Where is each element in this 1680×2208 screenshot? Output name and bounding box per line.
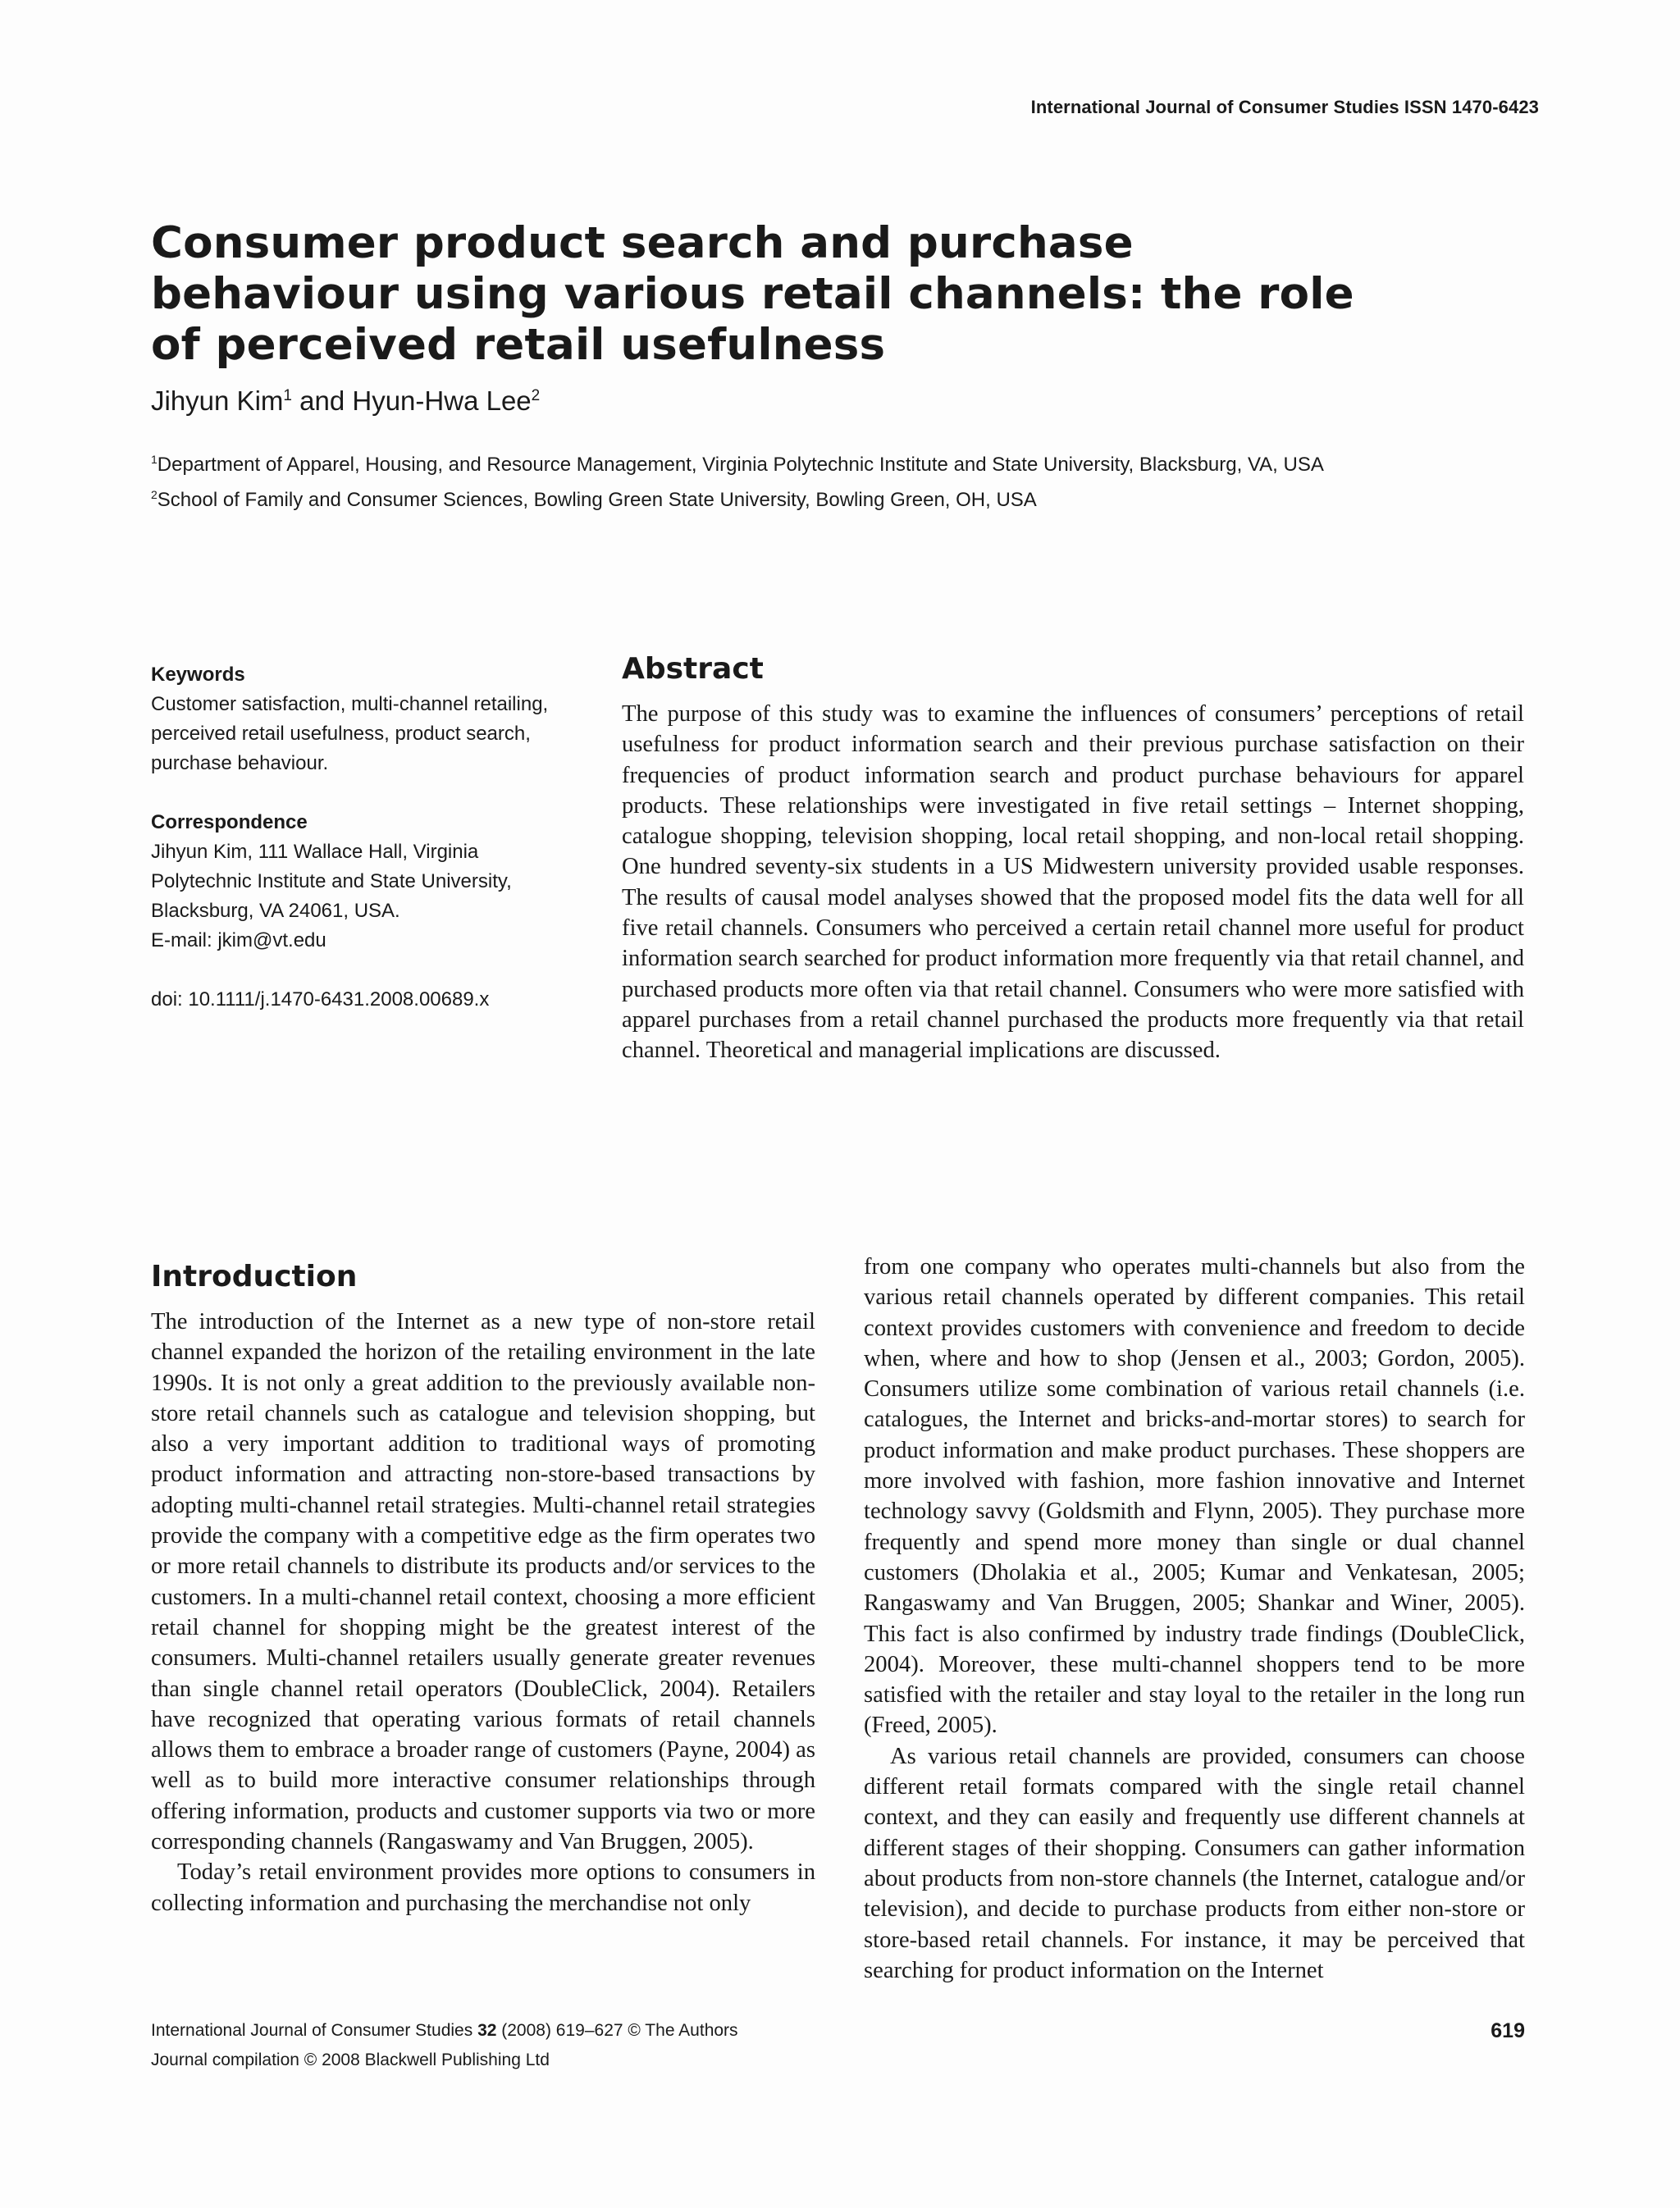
body-column-left bbox=[151, 1260, 815, 1918]
affiliations bbox=[151, 445, 1545, 515]
doi[interactable]: doi: 10.1111/j.1470-6431.2008.00689.x bbox=[151, 988, 490, 1010]
author-separator: and bbox=[291, 385, 353, 416]
correspondence-line: Polytechnic Institute and State University, bbox=[151, 870, 512, 892]
affiliation-text: School of Family and Consumer Sciences, Bowling Green State University, Bowling Green, OH, USA bbox=[157, 489, 1037, 511]
page-footer bbox=[151, 2016, 1525, 2075]
body-column-right bbox=[864, 1252, 1525, 1986]
page-number: 619 bbox=[1491, 2019, 1525, 2042]
keywords-text: Customer satisfaction, multi-channel retailing, perceived retail usefulness, product search, purchase behaviour. bbox=[151, 693, 549, 774]
affiliation bbox=[151, 480, 1545, 515]
footer-compilation: Journal compilation © 2008 Blackwell Publishing Ltd bbox=[151, 2051, 550, 2069]
keywords-heading: Keywords bbox=[151, 664, 245, 686]
article-title: Consumer product search and purchase behaviour using various retail channels: the role of perceived retail usefulness bbox=[151, 218, 1354, 370]
correspondence-heading: Correspondence bbox=[151, 811, 308, 833]
footer-pages: (2008) 619–627 © The Authors bbox=[496, 2021, 738, 2040]
footer-journal: International Journal of Consumer Studies bbox=[151, 2021, 478, 2040]
footer-citation bbox=[151, 2016, 1525, 2046]
body-paragraph: The introduction of the Internet as a new type of non-store retail channel expanded the horizon of the retailing environment in the late 1990s. It is not only a great addition to the previously available non-store retail channels such as catalogue and television shopping, but also a very important addition to traditional ways of promoting product information and attracting non-store-based transactions by adopting multi-channel retail strategies. Multi-channel retail strategies provide the company with a competitive edge as the firm operates two or more retail channels to distribute its products and/or services to the customers. In a multi-channel retail context, choosing a more efficient retail channel for shopping might be the greatest interest of the consumers. Multi-channel retailers usually generate greater revenues than single channel retail operators (DoubleClick, 2004). Retailers have recognized that operating various formats of retail channels allows them to embrace a broader range of customers (Payne, 2004) as well as to build more interactive consumer relationships through offering information, products and customer supports via two or more corresponding channels (Rangaswamy and Van Bruggen, 2005). bbox=[151, 1309, 815, 1855]
keywords-block bbox=[151, 660, 594, 778]
affiliation-mark: 1 bbox=[151, 453, 158, 466]
correspondence-line: Jihyun Kim, 111 Wallace Hall, Virginia bbox=[151, 841, 479, 863]
abstract-heading: Abstract bbox=[622, 652, 764, 686]
body-paragraph: Today’s retail environment provides more options to consumers in collecting information and purchasing the merchandise not only bbox=[151, 1859, 815, 1916]
article-sidebar bbox=[151, 660, 594, 1015]
author-name: Jihyun Kim bbox=[151, 385, 284, 416]
introduction-heading: Introduction bbox=[151, 1260, 358, 1293]
affiliation-text: Department of Apparel, Housing, and Resource Management, Virginia Polytechnic Institute and State University, Blacksburg, VA, USA bbox=[157, 454, 1324, 476]
author-list bbox=[151, 385, 540, 417]
correspondence-block bbox=[151, 808, 594, 956]
footer-volume: 32 bbox=[477, 2021, 497, 2040]
author-name: Hyun-Hwa Lee bbox=[352, 385, 532, 416]
affiliation-mark: 2 bbox=[151, 488, 158, 501]
author-affiliation-mark: 2 bbox=[531, 387, 541, 404]
body-paragraph: As various retail channels are provided, consumers can choose different retail formats compared with the single retail channel context, and they can easily and frequently use different channels at different stages of their shopping. Consumers can gather information about products from non-store channels (the Internet, catalogue and/or television), and decide to purchase products from either non-store or store-based retail channels. For instance, it may be perceived that searching for product information on the Internet bbox=[864, 1743, 1525, 1983]
journal-header: International Journal of Consumer Studies ISSN 1470-6423 bbox=[1030, 97, 1539, 117]
correspondence-line: Blacksburg, VA 24061, USA. bbox=[151, 900, 400, 922]
body-paragraph: from one company who operates multi-channels but also from the various retail channels operated by different companies. This retail context provides customers with convenience and freedom to decide when, where and how to shop (Jensen et al., 2003; Gordon, 2005). Consumers utilize some combination of various retail channels (i.e. catalogues, the Internet and bricks-and-mortar stores) to search for product information and make product purchases. These shoppers are more involved with fashion, more fashion innovative and Internet technology savvy (Goldsmith and Flynn, 2005). They purchase more frequently and spend more money than single or dual channel customers (Dholakia et al., 2005; Kumar and Venkatesan, 2005; Rangaswamy and Van Bruggen, 2005; Shankar and Winer, 2005). This fact is also confirmed by industry trade findings (DoubleClick, 2004). Moreover, these multi-channel shoppers tend to be more satisfied with the retailer and stay loyal to the retailer in the long run (Freed, 2005). bbox=[864, 1254, 1525, 1739]
abstract-section bbox=[622, 652, 1524, 1066]
author-affiliation-mark: 1 bbox=[283, 387, 292, 404]
correspondence-email[interactable]: E-mail: jkim@vt.edu bbox=[151, 929, 326, 951]
abstract-text: The purpose of this study was to examine the influences of consumers’ perceptions of retail usefulness for product information search and their previous purchase satisfaction on their frequencies of product information search and product purchase behaviours for apparel products. These relationships were investigated in five retail settings – Internet shopping, catalogue shopping, television shopping, local retail shopping, and non-local retail shopping. One hundred seventy-six students in a US Midwestern university provided usable responses. The results of causal model analyses showed that the proposed model fits the data well for all five retail channels. Consumers who perceived a certain retail channel more useful for product information search searched for product information more frequently via that retail channel, and purchased products more often via that retail channel. Consumers who were more satisfied with apparel purchases from a retail channel purchased the products more frequently via that retail channel. Theoretical and managerial implications are discussed. bbox=[622, 701, 1524, 1064]
affiliation bbox=[151, 445, 1545, 480]
